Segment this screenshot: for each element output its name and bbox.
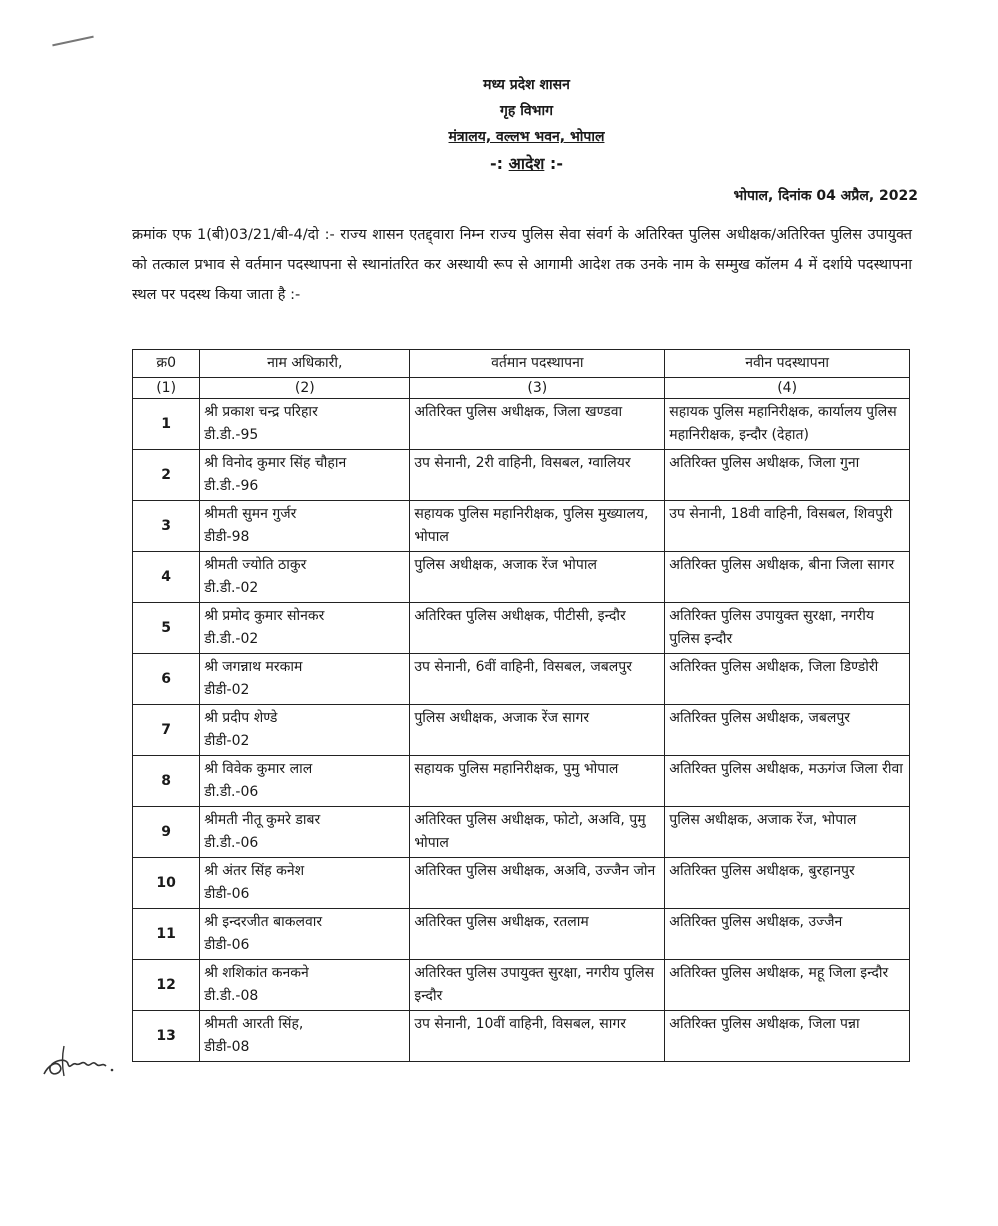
new-posting: अतिरिक्त पुलिस अधीक्षक, जिला पन्ना (665, 1011, 910, 1062)
new-posting: अतिरिक्त पुलिस अधीक्षक, जिला गुना (665, 450, 910, 501)
officer-cell (200, 858, 410, 909)
table-row (133, 807, 910, 858)
table-row (133, 552, 910, 603)
officer-name: श्रीमती नीतू कुमरे डाबर (204, 812, 321, 828)
col-number-3: (3) (410, 378, 665, 399)
current-posting: उप सेनानी, 2री वाहिनी, विसबल, ग्वालियर (410, 450, 665, 501)
officer-batch: डीडी-06 (204, 937, 250, 953)
header-department: गृह विभाग (500, 103, 553, 119)
officer-batch: डीडी-02 (204, 733, 250, 749)
header-current-posting: वर्तमान पदस्थापना (410, 350, 665, 378)
serial-number: 7 (133, 705, 200, 756)
serial-number: 9 (133, 807, 200, 858)
officer-name: श्री विवेक कुमार लाल (204, 761, 313, 777)
current-posting: उप सेनानी, 6वीं वाहिनी, विसबल, जबलपुर (410, 654, 665, 705)
table-row (133, 399, 910, 450)
serial-number: 4 (133, 552, 200, 603)
officer-cell (200, 552, 410, 603)
officer-batch: डी.डी.-08 (204, 988, 259, 1004)
order-title (55, 150, 998, 178)
serial-number: 5 (133, 603, 200, 654)
table-body (133, 378, 910, 1062)
col-number-2: (2) (200, 378, 410, 399)
officer-name: श्री अंतर सिंह कनेश (204, 863, 305, 879)
current-posting: अतिरिक्त पुलिस अधीक्षक, अअवि, उज्जैन जोन (410, 858, 665, 909)
table-row (133, 450, 910, 501)
officer-cell (200, 705, 410, 756)
current-posting: अतिरिक्त पुलिस उपायुक्त सुरक्षा, नगरीय पुलिस इन्दौर (410, 960, 665, 1011)
handwritten-signature (38, 1036, 118, 1086)
officer-cell (200, 756, 410, 807)
new-posting: अतिरिक्त पुलिस अधीक्षक, उज्जैन (665, 909, 910, 960)
officer-cell (200, 807, 410, 858)
serial-number: 11 (133, 909, 200, 960)
officer-name: श्रीमती ज्योति ठाकुर (204, 557, 307, 573)
table-row (133, 909, 910, 960)
serial-number: 8 (133, 756, 200, 807)
postings-table (132, 349, 910, 1062)
officer-cell (200, 399, 410, 450)
table-row (133, 705, 910, 756)
officer-batch: डीडी-98 (204, 529, 250, 545)
new-posting: अतिरिक्त पुलिस अधीक्षक, बीना जिला सागर (665, 552, 910, 603)
new-posting: अतिरिक्त पुलिस अधीक्षक, महू जिला इन्दौर (665, 960, 910, 1011)
officer-cell (200, 501, 410, 552)
current-posting: पुलिस अधीक्षक, अजाक रेंज सागर (410, 705, 665, 756)
table-header-row (133, 350, 910, 378)
header-government: मध्य प्रदेश शासन (483, 77, 570, 93)
officer-cell (200, 603, 410, 654)
current-posting: सहायक पुलिस महानिरीक्षक, पुमु भोपाल (410, 756, 665, 807)
order-paragraph: क्रमांक एफ 1(बी)03/21/बी-4/दो :- राज्य शासन एतद्द्वारा निम्न राज्य पुलिस सेवा संवर्ग के अतिरिक्त पुलिस अधीक्षक/अतिरिक्त पुलिस उपायुक्त को तत्काल प्रभाव से वर्तमान पदस्थापना से स्थानांतरित कर अस्थायी रूप से आगामी आदेश तक उनके नाम के सम्मुख कॉलम 4 में दर्शाये पदस्थापना स्थल पर पदस्थ किया जाता है :- (132, 227, 912, 303)
header-officer-name: नाम अधिकारी, (200, 350, 410, 378)
new-posting: अतिरिक्त पुलिस अधीक्षक, बुरहानपुर (665, 858, 910, 909)
document-header (0, 72, 998, 178)
order-suffix: :- (544, 154, 563, 173)
table-row (133, 1011, 910, 1062)
new-posting: अतिरिक्त पुलिस अधीक्षक, मऊगंज जिला रीवा (665, 756, 910, 807)
header-serial: क्र0 (133, 350, 200, 378)
order-prefix: -: (490, 154, 509, 173)
officer-cell (200, 1011, 410, 1062)
current-posting: अतिरिक्त पुलिस अधीक्षक, फोटो, अअवि, पुमु भोपाल (410, 807, 665, 858)
new-posting: अतिरिक्त पुलिस अधीक्षक, जबलपुर (665, 705, 910, 756)
header-new-posting: नवीन पदस्थापना (665, 350, 910, 378)
officer-batch: डीडी-06 (204, 886, 250, 902)
officer-batch: डीडी-02 (204, 682, 250, 698)
officer-batch: डी.डी.-95 (204, 427, 259, 443)
serial-number: 2 (133, 450, 200, 501)
order-word: आदेश (508, 154, 545, 173)
officer-batch: डी.डी.-06 (204, 835, 259, 851)
current-posting: अतिरिक्त पुलिस अधीक्षक, जिला खण्डवा (410, 399, 665, 450)
officer-name: श्री प्रकाश चन्द्र परिहार (204, 404, 318, 420)
col-number-4: (4) (665, 378, 910, 399)
table-row (133, 603, 910, 654)
current-posting: अतिरिक्त पुलिस अधीक्षक, रतलाम (410, 909, 665, 960)
table-row (133, 501, 910, 552)
officer-batch: डीडी-08 (204, 1039, 250, 1055)
current-posting: सहायक पुलिस महानिरीक्षक, पुलिस मुख्यालय, भोपाल (410, 501, 665, 552)
officer-name: श्री प्रदीप शेण्डे (204, 710, 278, 726)
new-posting: सहायक पुलिस महानिरीक्षक, कार्यालय पुलिस महानिरीक्षक, इन्दौर (देहात) (665, 399, 910, 450)
current-posting: अतिरिक्त पुलिस अधीक्षक, पीटीसी, इन्दौर (410, 603, 665, 654)
officer-batch: डी.डी.-96 (204, 478, 259, 494)
officer-batch: डी.डी.-06 (204, 784, 259, 800)
scan-artifact-mark (52, 36, 93, 47)
serial-number: 3 (133, 501, 200, 552)
officer-name: श्री विनोद कुमार सिंह चौहान (204, 455, 347, 471)
current-posting: पुलिस अधीक्षक, अजाक रेंज भोपाल (410, 552, 665, 603)
officer-cell (200, 909, 410, 960)
serial-number: 6 (133, 654, 200, 705)
serial-number: 10 (133, 858, 200, 909)
table-row (133, 654, 910, 705)
table-row (133, 960, 910, 1011)
serial-number: 1 (133, 399, 200, 450)
table-row (133, 858, 910, 909)
col-number-1: (1) (133, 378, 200, 399)
officer-name: श्रीमती आरती सिंह, (204, 1016, 304, 1032)
officer-batch: डी.डी.-02 (204, 580, 259, 596)
officer-name: श्रीमती सुमन गुर्जर (204, 506, 297, 522)
date-line: भोपाल, दिनांक 04 अप्रैल, 2022 (733, 188, 918, 204)
officer-cell (200, 450, 410, 501)
officer-cell (200, 654, 410, 705)
new-posting: उप सेनानी, 18वी वाहिनी, विसबल, शिवपुरी (665, 501, 910, 552)
new-posting: अतिरिक्त पुलिस अधीक्षक, जिला डिण्डोरी (665, 654, 910, 705)
current-posting: उप सेनानी, 10वीं वाहिनी, विसबल, सागर (410, 1011, 665, 1062)
officer-name: श्री प्रमोद कुमार सोनकर (204, 608, 325, 624)
new-posting: अतिरिक्त पुलिस उपायुक्त सुरक्षा, नगरीय पुलिस इन्दौर (665, 603, 910, 654)
officer-name: श्री शशिकांत कनकने (204, 965, 309, 981)
serial-number: 12 (133, 960, 200, 1011)
new-posting: पुलिस अधीक्षक, अजाक रेंज, भोपाल (665, 807, 910, 858)
serial-number: 13 (133, 1011, 200, 1062)
officer-name: श्री इन्दरजीत बाकलवार (204, 914, 323, 930)
column-number-row (133, 378, 910, 399)
officer-name: श्री जगन्नाथ मरकाम (204, 659, 303, 675)
officer-batch: डी.डी.-02 (204, 631, 259, 647)
table-row (133, 756, 910, 807)
header-address: मंत्रालय, वल्लभ भवन, भोपाल (448, 129, 605, 145)
officer-cell (200, 960, 410, 1011)
